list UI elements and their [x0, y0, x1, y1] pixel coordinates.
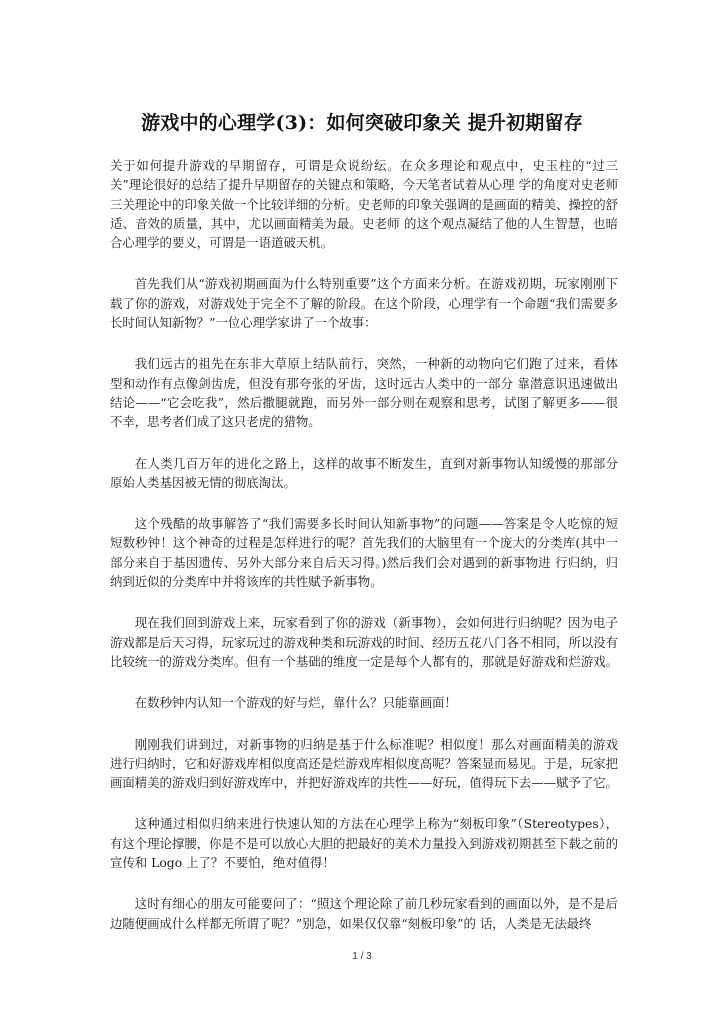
paragraph: 刚刚我们讲到过，对新事物的归纳是基于什么标准呢？相似度！那么对画面精美的游戏进行归纳时，它和好游戏库相似度高还是烂游戏库相似度高呢？答案显而易见。于是，玩家把画面精美的游戏归到好游戏库中，并把好游戏库的共性——好玩，值得玩下去——赋予了它。 — [110, 736, 619, 791]
document-body — [110, 156, 618, 955]
document-title: 游戏中的心理学(3)：如何突破印象关 提升初期留存 — [141, 112, 583, 134]
paragraph-story: 我们远古的祖先在东非大草原上结队前行，突然，一种新的动物向它们跑了过来，看体型和动作有点像剑齿虎，但没有那夸张的牙齿，这时远古人类中的一部分 靠潜意识迅速做出结论——“它会吃我”，然后撒腿就跑，而另外一部分则在观察和思考，试图了解更多——很不幸，思考者们成了这只老虎的猎物。 — [110, 356, 618, 430]
paragraph: 首先我们从“游戏初期画面为什么特别重要”这个方面来分析。在游戏初期，玩家刚刚下载了你的游戏，对游戏处于完全不了解的阶段。在这个阶段，心理学有一个命题“我们需要多长时间认知新物？”一位心理学家讲了一个故事： — [110, 276, 618, 331]
paragraph: 这个残酷的故事解答了“我们需要多长时间认知新事物”的问题——答案是令人吃惊的短短数秒钟！这个神奇的过程是怎样进行的呢？首先我们的大脑里有一个庞大的分类库(其中一部分来自于基因遗传、另外大部分来自后天习得。)然后我们会对遇到的新事物进 行归纳，归纳到近似的分类库中并将该库的共性赋予新事物。 — [110, 516, 618, 590]
paragraph: 在数秒钟内认知一个游戏的好与烂，靠什么？只能靠画面！ — [134, 695, 457, 711]
paragraph: 在人类几百万年的进化之路上，这样的故事不断发生，直到对新事物认知缓慢的那部分原始人类基因被无情的彻底淘汰。 — [110, 455, 618, 490]
paragraph-truncated: 这时有细心的朋友可能要问了：“照这个理论除了前几秒玩家看到的画面以外，是不是后边随便画成什么样都无所谓了呢？”别急，如果仅仅靠“刻板印象”的 话，人类是无法最终 — [110, 896, 618, 931]
paragraph: 现在我们回到游戏上来，玩家看到了你的游戏（新事物），会如何进行归纳呢？因为电子游戏都是后天习得，玩家玩过的游戏种类和玩游戏的时间、经历五花八门各不相同，所以没有比较统一的游戏分类库。但有一个基础的维度一定是每个人都有的，那就是好游戏和烂游戏。 — [110, 615, 619, 669]
paragraph: 这种通过相似归纳来进行快速认知的方法在心理学上称为“刻板印象”（Stereotypes），有这个理论撑腰，你是不是可以放心大胆的把最好的美术力量投入到游戏初期甚至下载之前的宣传和 Logo 上了？不要怕，绝对值得！ — [110, 816, 619, 871]
page-number: 1 / 3 — [352, 951, 372, 962]
paragraph-intro: 关于如何提升游戏的早期留存，可谓是众说纷纭。在众多理论和观点中，史玉柱的“过三关”理论很好的总结了提升早期留存的关键点和策略，今天笔者试着从心理 学的角度对史老师三关理论中的印象关做一个比较详细的分析。史老师的印象关强调的是画面的精美、操控的舒适、音效的质量，其中，尤以画面精美为最。史老师 的这个观点凝结了他的人生智慧，也暗合心理学的要义，可谓是一语道破天机。 — [110, 158, 619, 251]
